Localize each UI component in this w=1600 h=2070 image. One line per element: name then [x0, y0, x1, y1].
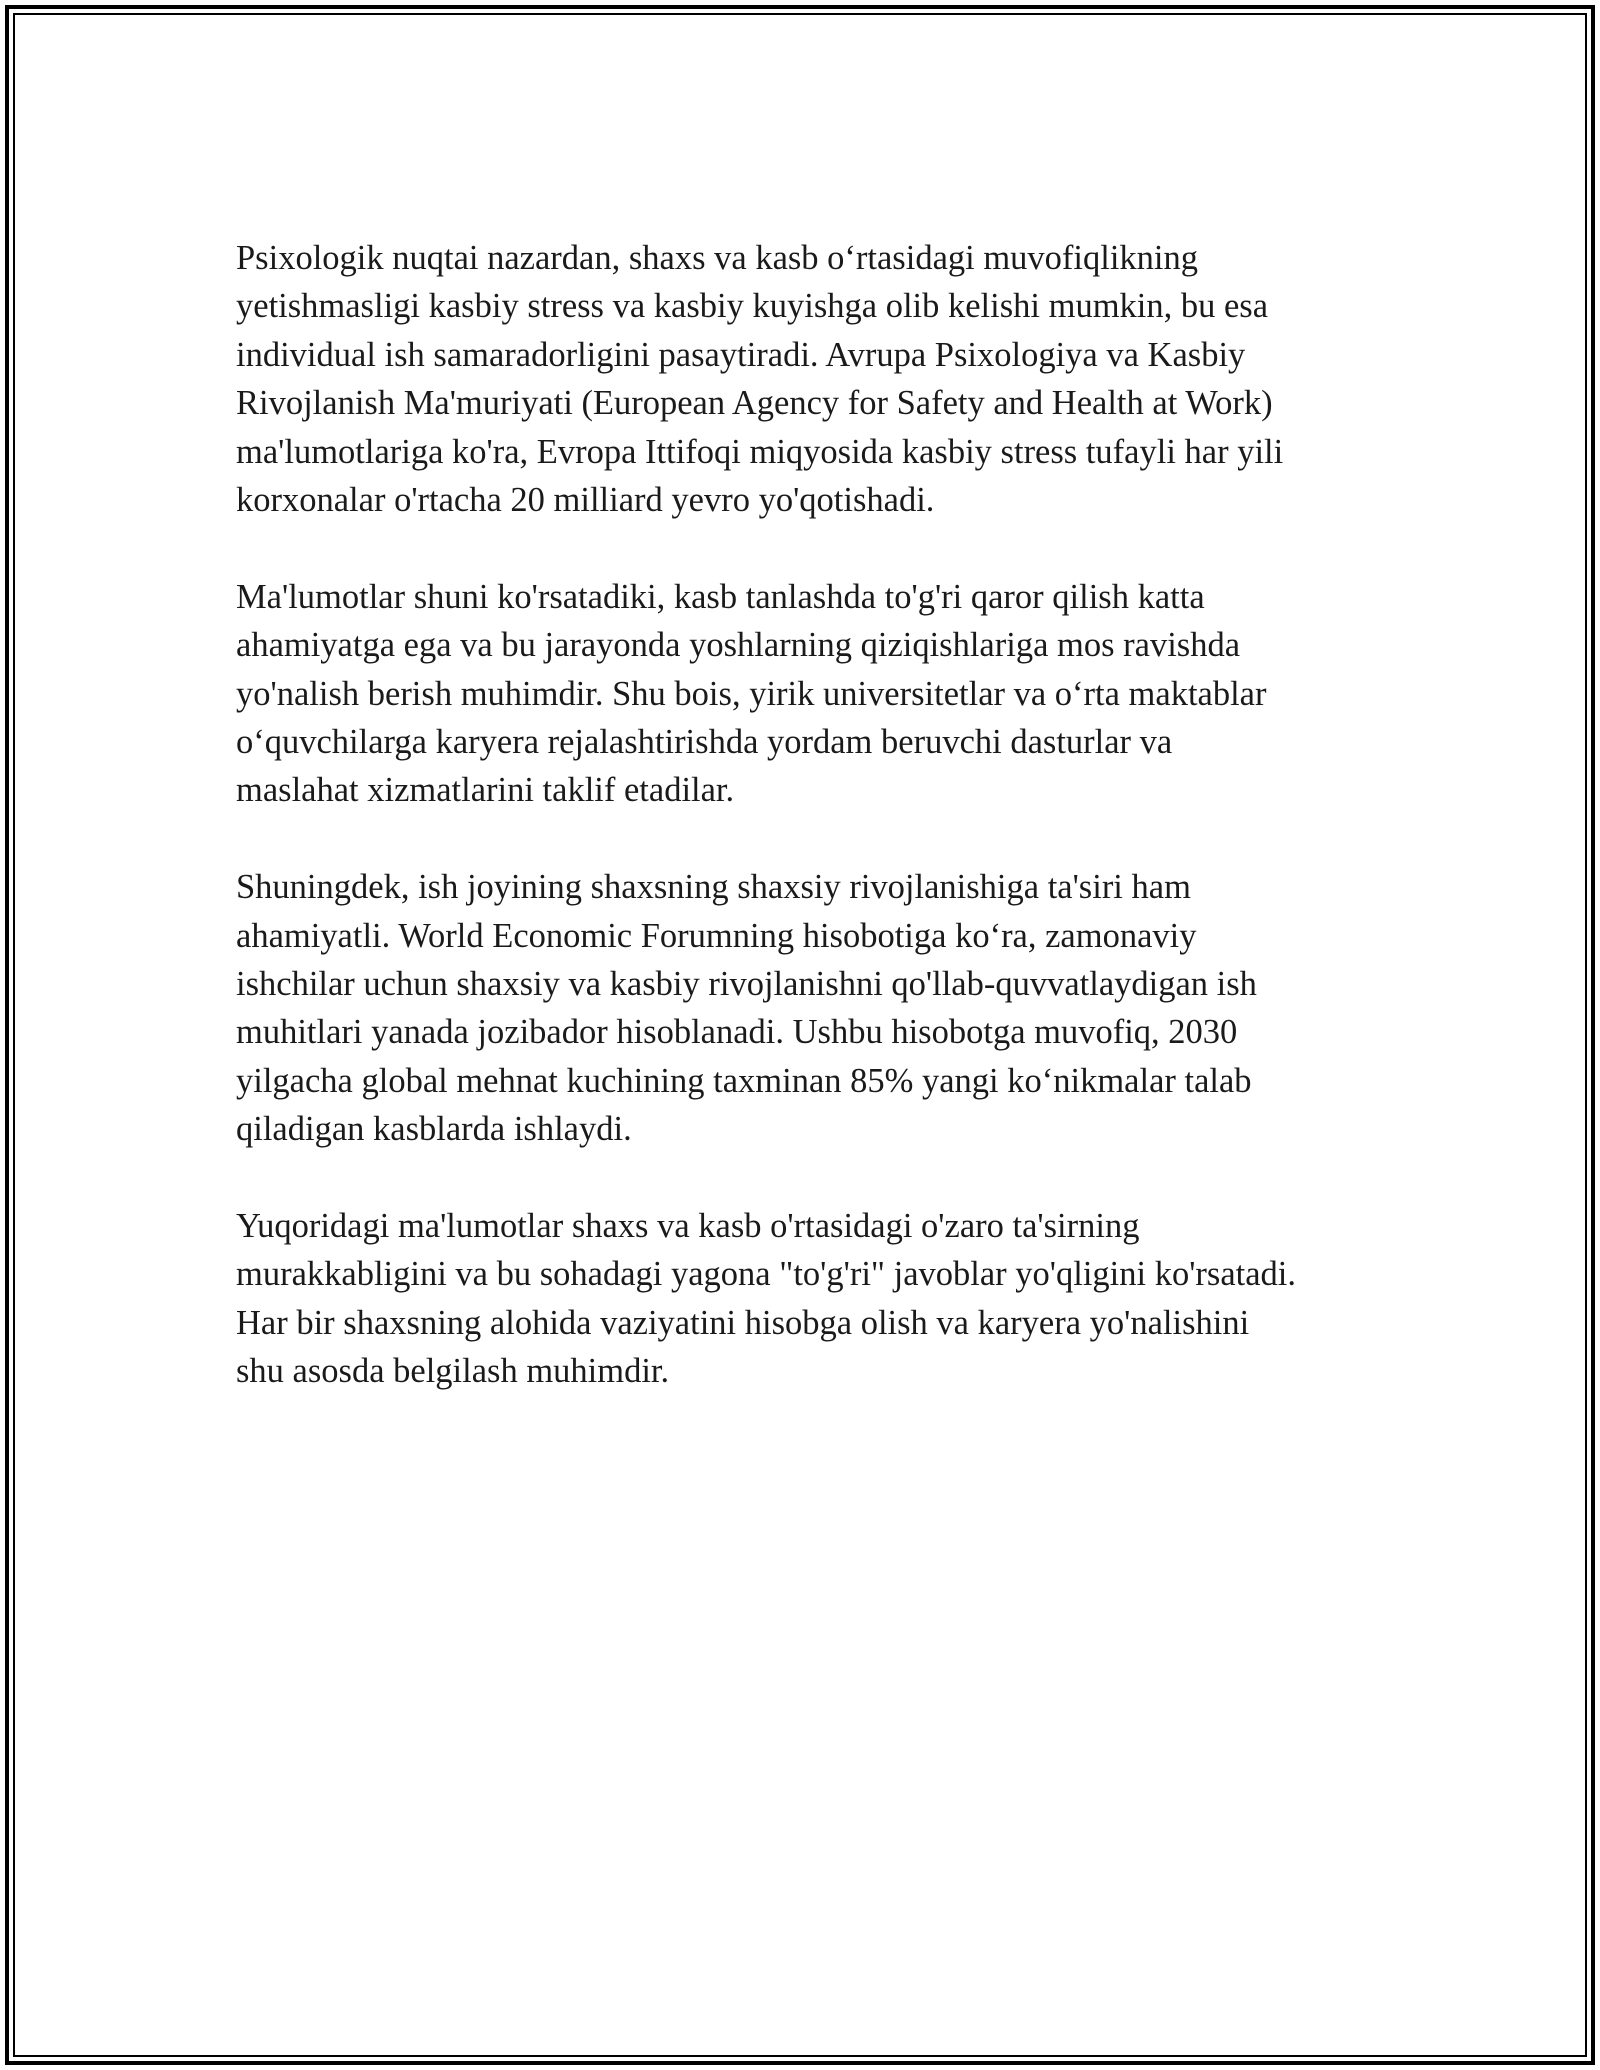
- text-line: ahamiyatli. World Economic Forumning hisobotiga ko‘ra, zamonaviy: [236, 916, 1197, 955]
- text-line: ma'lumotlariga ko'ra, Evropa Ittifoqi miqyosida kasbiy stress tufayli har yili: [236, 432, 1284, 471]
- text-line: ishchilar uchun shaxsiy va kasbiy rivojlanishni qo'llab-quvvatlaydigan ish: [236, 965, 1257, 1004]
- text-line: Rivojlanish Ma'muriyati (European Agency for Safety and Health at Work): [236, 384, 1273, 423]
- text-line: ahamiyatga ega va bu jarayonda yoshlarning qiziqishlariga mos ravishda: [236, 626, 1241, 665]
- text-line: yilgacha global mehnat kuchining taxminan 85% yangi ko‘nikmalar talab: [236, 1061, 1252, 1100]
- paragraph-3: [236, 863, 1376, 1153]
- text-line: yo'nalish berish muhimdir. Shu bois, yirik universitetlar va o‘rta maktablar: [236, 674, 1267, 713]
- text-line: maslahat xizmatlarini taklif etadilar.: [236, 771, 735, 810]
- text-line: qiladigan kasblarda ishlaydi.: [236, 1110, 632, 1149]
- text-line: muhitlari yanada jozibador hisoblanadi. Ushbu hisobotga muvofiq, 2030: [236, 1013, 1238, 1052]
- text-line: Shuningdek, ish joyining shaxsning shaxsiy rivojlanishiga ta'siri ham: [236, 868, 1191, 907]
- paragraph-1: [236, 234, 1376, 524]
- document-body: [236, 234, 1376, 1444]
- paragraph-2: [236, 573, 1376, 815]
- text-line: Yuqoridagi ma'lumotlar shaxs va kasb o'rtasidagi o'zaro ta'sirning: [236, 1207, 1140, 1246]
- text-line: Ma'lumotlar shuni ko'rsatadiki, kasb tanlashda to'g'ri qaror qilish katta: [236, 577, 1205, 616]
- text-line: o‘quvchilarga karyera rejalashtirishda yordam beruvchi dasturlar va: [236, 723, 1173, 762]
- text-line: murakkabligini va bu sohadagi yagona "to'g'ri" javoblar yo'qligini ko'rsatadi.: [236, 1255, 1297, 1294]
- text-line: shu asosda belgilash muhimdir.: [236, 1352, 670, 1391]
- text-line: individual ish samaradorligini pasaytiradi. Avrupa Psixologiya va Kasbiy: [236, 335, 1246, 374]
- text-line: Psixologik nuqtai nazardan, shaxs va kasb o‘rtasidagi muvofiqlikning: [236, 239, 1199, 277]
- text-line: yetishmasligi kasbiy stress va kasbiy kuyishga olib kelishi mumkin, bu esa: [236, 287, 1269, 326]
- text-line: Har bir shaxsning alohida vaziyatini hisobga olish va karyera yo'nalishini: [236, 1303, 1250, 1342]
- paragraph-4: [236, 1202, 1376, 1396]
- text-line: korxonalar o'rtacha 20 milliard yevro yo'qotishadi.: [236, 481, 935, 520]
